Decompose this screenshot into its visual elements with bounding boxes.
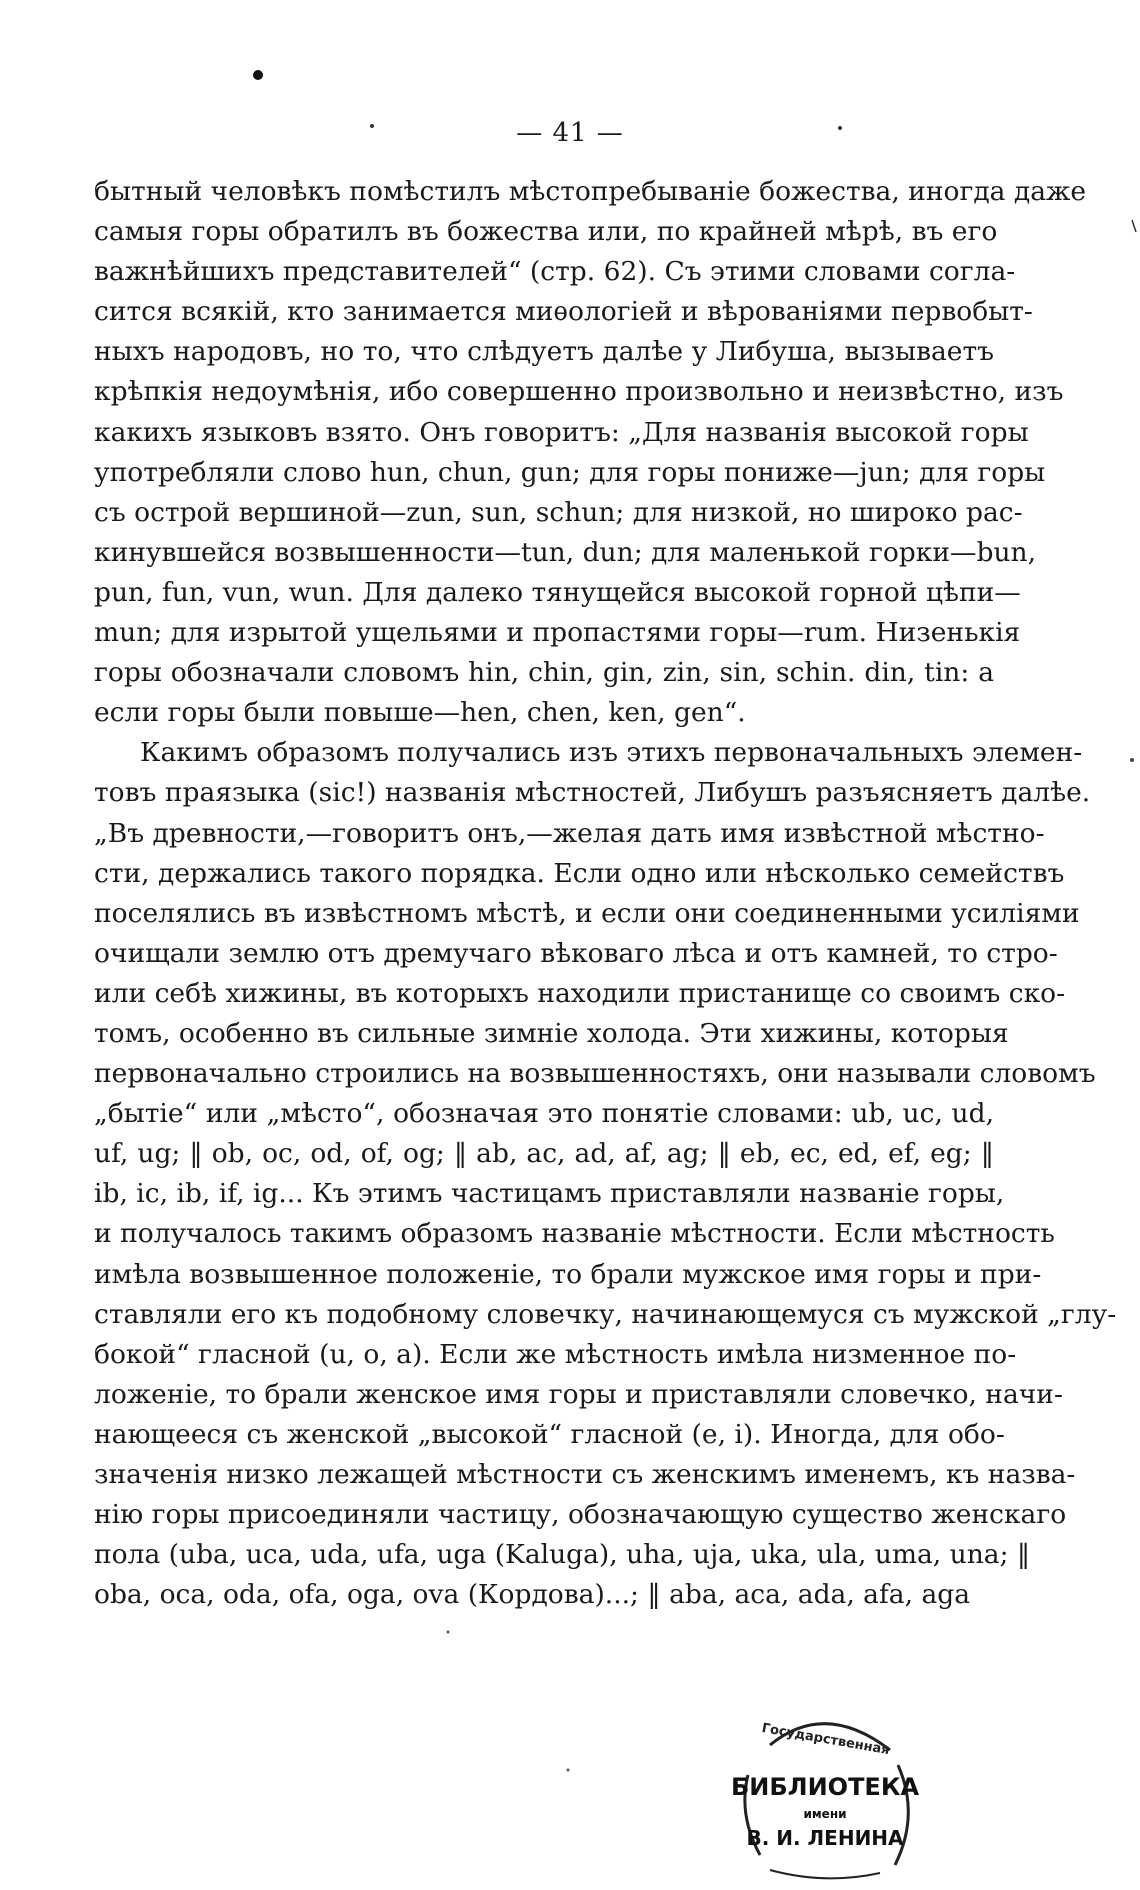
text-line: употребляли слово hun, chun, gun; для горы пониже—jun; для горы xyxy=(94,456,1046,488)
text-line: кинувшейся возвышенности—tun, dun; для маленькой горки—bun, xyxy=(94,536,1037,568)
library-stamp-icon xyxy=(730,1705,920,1880)
text-line: uf, ug; ‖ ob, oc, od, of, og; ‖ ab, ac, ad, af, ag; ‖ eb, ec, ed, ef, eg; ‖ xyxy=(94,1138,994,1170)
stamp-sub-text: имени xyxy=(803,1807,847,1821)
text-line: поселялись въ извѣстномъ мѣстѣ, и если они соединенными усиліями xyxy=(94,897,1080,929)
text-line: товъ праязыка (sic!) названія мѣстностей, Либушъ разъясняетъ далѣе. xyxy=(94,777,1091,809)
text-line: нающееся съ женской „высокой“ гласной (e, i). Иногда, для обо- xyxy=(94,1418,1005,1450)
text-line: очищали землю отъ дремучаго вѣковаго лѣса и отъ камней, то стро- xyxy=(94,937,1058,969)
text-line: и получалось такимъ образомъ названіе мѣстности. Если мѣстность xyxy=(94,1218,1055,1250)
text-line: если горы были повыше—hen, chen, ken, gen“. xyxy=(94,697,746,729)
stamp-top-text: Государственная xyxy=(760,1720,891,1759)
text-line: Какимъ образомъ получались изъ этихъ первоначальныхъ элемен- xyxy=(140,737,1083,769)
text-line: нію горы присоединяли частицу, обозначающую существо женскаго xyxy=(94,1499,1067,1531)
text-line: „бытіе“ или „мѣсто“, обозначая это понятіе словами: ub, uc, ud, xyxy=(94,1098,994,1130)
text-line: oba, oca, oda, ofa, oga, ova (Кордова)...; ‖ aba, aca, ada, afa, aga xyxy=(94,1579,971,1611)
text-line: съ острой вершиной—zun, sun, schun; для низкой, но широко рас- xyxy=(94,496,1023,528)
stamp-name-text: В. И. ЛЕНИНА xyxy=(746,1826,904,1850)
stamp-main-text: БИБЛИОТЕКА xyxy=(730,1773,920,1801)
text-line: бытный человѣкъ помѣстилъ мѣстопребываніе божества, иногда даже xyxy=(94,176,1087,207)
text-line: ложеніе, то брали женское имя горы и приставляли словечко, начи- xyxy=(94,1378,1063,1410)
text-line: ib, ic, ib, if, ig... Къ этимъ частицамъ приставляли названіе горы, xyxy=(94,1178,1005,1210)
page-number: — 41 — xyxy=(516,118,624,148)
text-line: ныхъ народовъ, но то, что слѣдуетъ далѣе у Либуша, вызываетъ xyxy=(94,336,994,368)
text-line: крѣпкія недоумѣнія, ибо совершенно произвольно и неизвѣстно, изъ xyxy=(94,376,1064,408)
paragraph xyxy=(94,172,1087,733)
text-line: самыя горы обратилъ въ божества или, по крайней мѣрѣ, въ его xyxy=(94,216,998,248)
text-line: томъ, особенно въ сильные зимніе холода. Эти хижины, которыя xyxy=(94,1017,1009,1049)
paragraph xyxy=(94,733,1117,1615)
text-line: значенія низко лежащей мѣстности съ женскимъ именемъ, къ назва- xyxy=(94,1459,1076,1490)
page-text xyxy=(94,172,1117,1615)
text-line: важнѣйшихъ представителей“ (стр. 62). Съ этими словами согла- xyxy=(94,256,1016,288)
text-line: mun; для изрытой ущельями и пропастями горы—rum. Низенькія xyxy=(94,617,1021,649)
text-line: какихъ языковъ взято. Онъ говоритъ: „Для названія высокой горы xyxy=(94,416,1029,448)
text-line: сти, держались такого порядка. Если одно или нѣсколько семействъ xyxy=(94,857,1065,889)
text-line: или себѣ хижины, въ которыхъ находили пристанище со своимъ ско- xyxy=(94,977,1066,1009)
text-line: бокой“ гласной (u, o, a). Если же мѣстность имѣла низменное по- xyxy=(94,1338,1017,1370)
text-line: пола (uba, uca, uda, ufa, uga (Kaluga), uha, uja, uka, ula, uma, una; ‖ xyxy=(94,1539,1031,1571)
text-line: „Въ древности,—говоритъ онъ,—желая дать имя извѣстной мѣстно- xyxy=(94,817,1045,849)
text-line: имѣла возвышенное положеніе, то брали мужское имя горы и при- xyxy=(94,1258,1042,1290)
text-line: горы обозначали словомъ hin, chin, gin, zin, sin, schin. din, tin: а xyxy=(94,657,994,689)
text-line: первоначально строились на возвышенностяхъ, они называли словомъ xyxy=(94,1058,1096,1090)
text-line: ставляли его къ подобному словечку, начинающемуся съ мужской „глу- xyxy=(94,1298,1117,1330)
text-line: pun, fun, vun, wun. Для далеко тянущейся высокой горной цѣпи— xyxy=(94,576,1021,608)
text-line: сится всякій, кто занимается миѳологіей и вѣрованіями первобыт- xyxy=(94,296,1033,328)
